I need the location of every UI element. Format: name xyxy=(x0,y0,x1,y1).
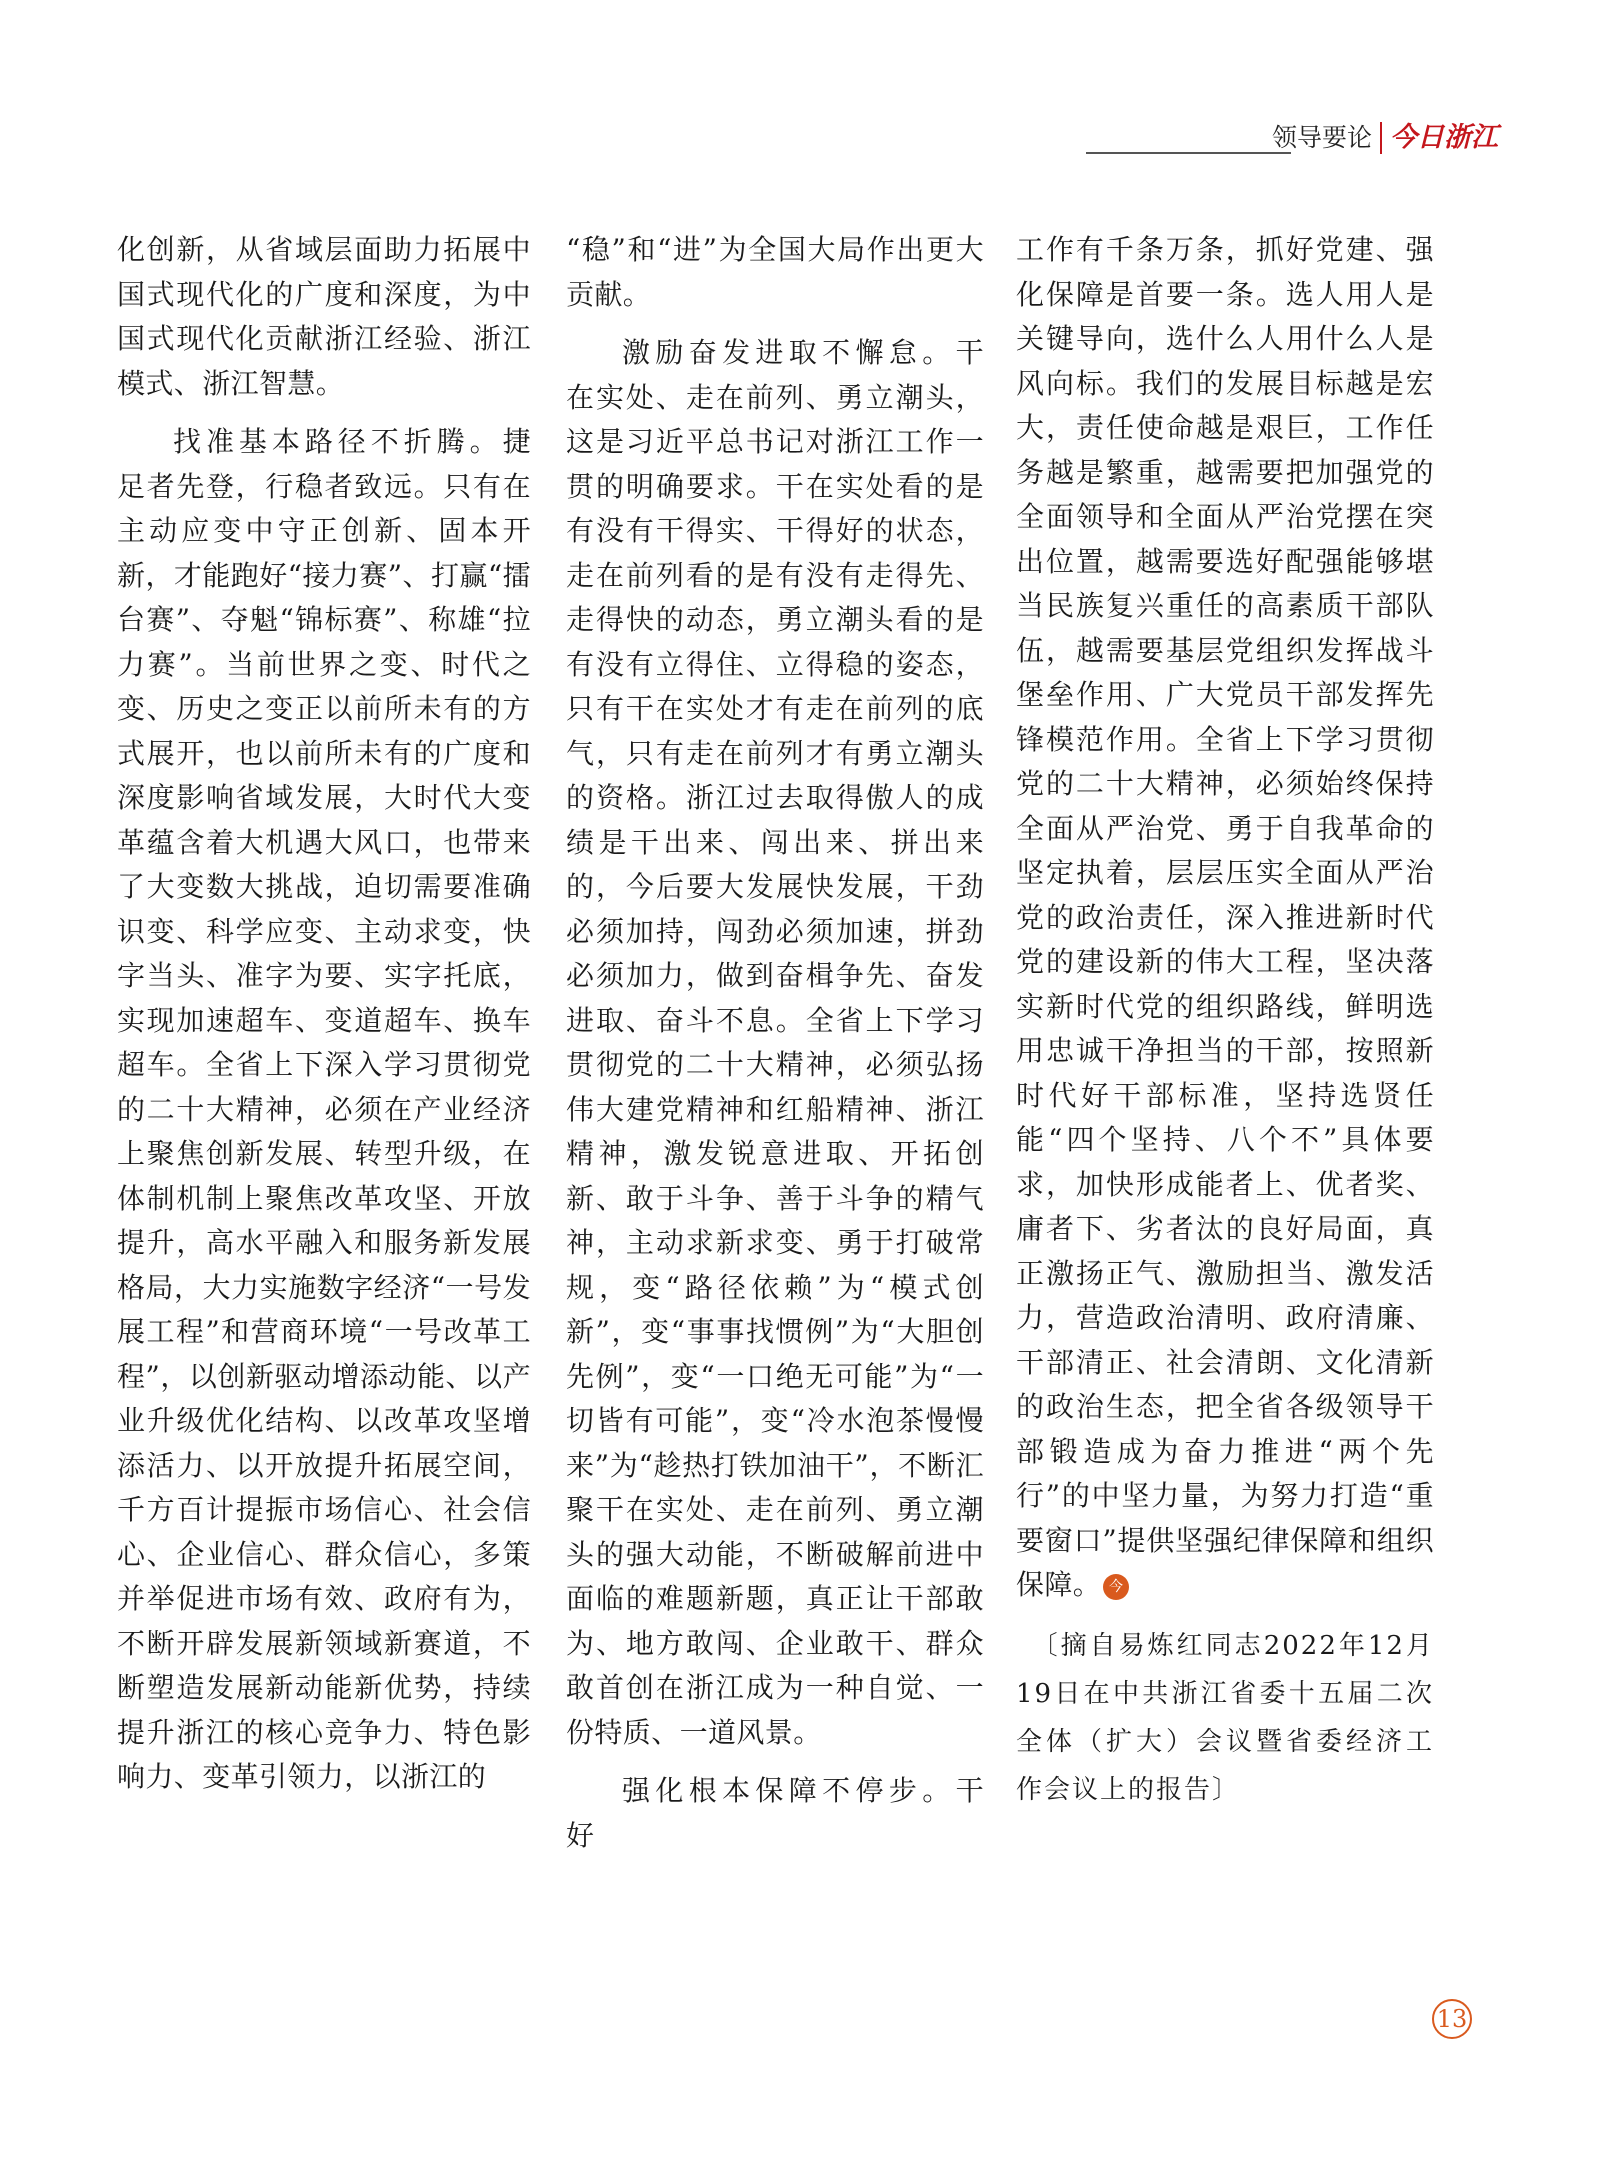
paragraph xyxy=(117,420,531,1800)
paragraph-body: 捷足者先登，行稳者致远。只有在主动应变中守正创新、固本开新，才能跑好“接力赛”、打赢“擂台赛”、夺魁“锦标赛”、称雄“拉力赛”。当前世界之变、时代之变、历史之变正以前所未有的方式展开，也以前所未有的广度和深度影响省域发展，大时代大变革蕴含着大机遇大风口，也带来了大变数大挑战，迫切需要准确识变、科学应变、主动求变，快字当头、准字为要、实字托底，实现加速超车、变道超车、换车超车。全省上下深入学习贯彻党的二十大精神，必须在产业经济上聚焦创新发展、转型升级，在体制机制上聚焦改革攻坚、开放提升，高水平融入和服务新发展格局，大力实施数字经济“一号发展工程”和营商环境“一号改革工程”，以创新驱动增添动能、以产业升级优化结构、以改革攻坚增添活力、以开放提升拓展空间，千方百计提振市场信心、社会信心、企业信心、群众信心，多策并举促进市场有效、政府有为，不断开辟发展新领域新赛道，不断塑造发展新动能新优势，持续提升浙江的核心竞争力、特色影响力、变革引领力，以浙江的 xyxy=(117,425,531,1793)
source-note: 〔摘自易炼红同志2022年12月19日在中共浙江省委十五届二次全体（扩大）会议暨省委经济工作会议上的报告〕 xyxy=(1016,1630,1434,1805)
paragraph-body: 干好 xyxy=(566,1774,984,1852)
section-title: 领导要论 xyxy=(1271,123,1372,152)
text-column-2 xyxy=(566,228,984,1858)
header-divider xyxy=(1380,122,1382,154)
subheading: 强化根本保障不停步。 xyxy=(622,1774,956,1807)
paragraph-body: 干在实处、走在前列、勇立潮头，这是习近平总书记对浙江工作一贯的明确要求。干在实处看的是有没有干得实、干得好的状态，走在前列看的是有没有走得先、走得快的动态，勇立潮头看的是有没有立得住、立得稳的姿态，只有干在实处才有走在前列的底气，只有走在前列才有勇立潮头的资格。浙江过去取得傲人的成绩是干出来、闯出来、拼出来的，今后要大发展快发展，干劲必须加持，闯劲必须加速，拼劲必须加力，做到奋楫争先、奋发进取、奋斗不息。全省上下学习贯彻党的二十大精神，必须弘扬伟大建党精神和红船精神、浙江精神，激发锐意进取、开拓创新、敢于斗争、善于斗争的精气神，主动求新求变、勇于打破常规，变“路径依赖”为“模式创新”，变“事事找惯例”为“大胆创先例”，变“一口绝无可能”为“一切皆有可能”，变“冷水泡茶慢慢来”为“趁热打铁加油干”，不断汇聚干在实处、走在前列、勇立潮头的强大动能，不断破解前进中面临的难题新题，真正让干部敢为、地方敢闯、企业敢干、群众敢首创在浙江成为一种自觉、一份特质、一道风景。 xyxy=(566,336,984,1749)
subheading: 激励奋发进取不懈怠。 xyxy=(622,336,956,369)
paragraph xyxy=(566,1769,984,1858)
end-mark-icon: 今 xyxy=(1103,1574,1129,1600)
text-column-3 xyxy=(1016,228,1434,1814)
paragraph: 化创新，从省域层面助力拓展中国式现代化的广度和深度，为中国式现代化贡献浙江经验、浙江模式、浙江智慧。 xyxy=(117,233,531,400)
paragraph: “稳”和“进”为全国大局作出更大贡献。 xyxy=(566,233,984,311)
paragraph xyxy=(1016,228,1434,1608)
paragraph-body: 工作有千条万条，抓好党建、强化保障是首要一条。选人用人是关键导向，选什么人用什么人是风向标。我们的发展目标越是宏大，责任使命越是艰巨，工作任务越是繁重，越需要把加强党的全面领导和全面从严治党摆在突出位置，越需要选好配强能够堪当民族复兴重任的高素质干部队伍，越需要基层党组织发挥战斗堡垒作用、广大党员干部发挥先锋模范作用。全省上下学习贯彻党的二十大精神，必须始终保持全面从严治党、勇于自我革命的坚定执着，层层压实全面从严治党的政治责任，深入推进新时代党的建设新的伟大工程，坚决落实新时代党的组织路线，鲜明选用忠诚干净担当的干部，按照新时代好干部标准，坚持选贤任能“四个坚持、八个不”具体要求，加快形成能者上、优者奖、庸者下、劣者汰的良好局面，真正激扬正气、激励担当、激发活力，营造政治清明、政府清廉、干部清正、社会清朗、文化清新的政治生态，把全省各级领导干部锻造成为奋力推进“两个先行”的中坚力量，为努力打造“重要窗口”提供坚强纪律保障和组织保障。 xyxy=(1016,233,1434,1601)
magazine-logo: 今日浙江 xyxy=(1390,122,1498,153)
page-header xyxy=(1086,118,1498,162)
page-number: 13 xyxy=(1432,1999,1472,2039)
subheading: 找准基本路径不折腾。 xyxy=(173,425,503,458)
paragraph xyxy=(566,331,984,1755)
text-column-1 xyxy=(117,228,531,1800)
